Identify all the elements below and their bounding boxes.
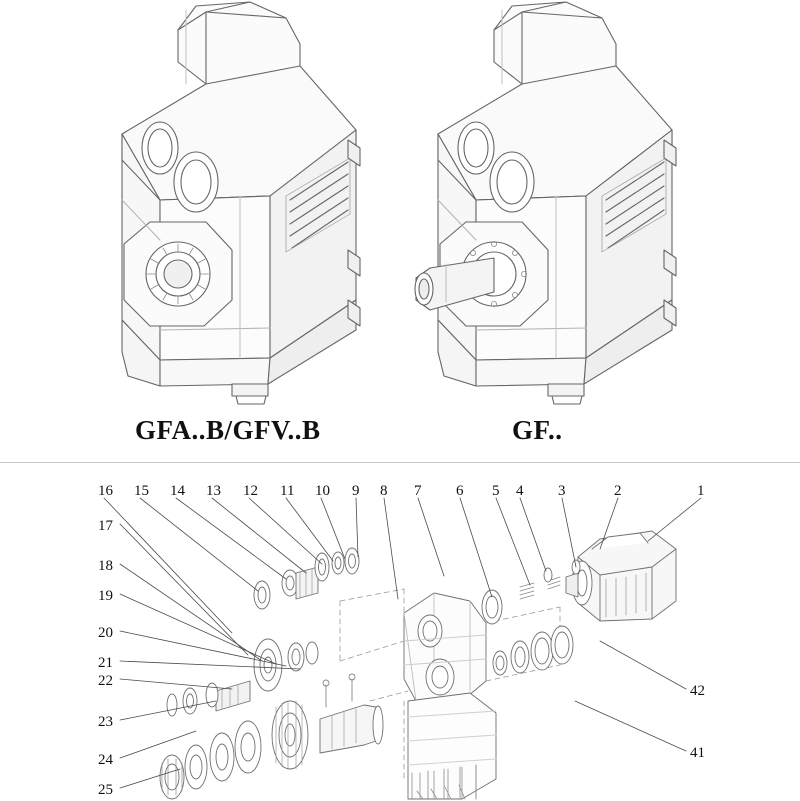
callout-top-9: 9 — [352, 483, 360, 499]
callout-left-17: 17 — [98, 518, 113, 534]
callout-right-42: 42 — [690, 683, 705, 699]
exploded-housing — [340, 589, 560, 799]
exploded-view-svg — [0, 463, 800, 801]
callout-left-20: 20 — [98, 625, 113, 641]
callout-top-11: 11 — [280, 483, 295, 499]
exploded-rings-right — [482, 560, 580, 675]
callout-top-8: 8 — [380, 483, 388, 499]
callout-top-14: 14 — [170, 483, 185, 499]
gearbox-left-view — [122, 2, 360, 404]
callout-left-23: 23 — [98, 714, 113, 730]
callout-left-18: 18 — [98, 558, 113, 574]
callout-top-13: 13 — [206, 483, 221, 499]
callout-right-41: 41 — [690, 745, 705, 761]
callout-left-22: 22 — [98, 673, 113, 689]
callout-top-6: 6 — [456, 483, 464, 499]
callout-left-19: 19 — [98, 588, 113, 604]
callout-top-16: 16 — [98, 483, 113, 499]
callout-top-5: 5 — [492, 483, 500, 499]
exploded-view-panel — [0, 462, 800, 801]
callout-top-15: 15 — [134, 483, 149, 499]
callout-left-25: 25 — [98, 782, 113, 798]
callout-top-2: 2 — [614, 483, 622, 499]
exploded-upper-shaft — [254, 548, 359, 609]
callout-top-10: 10 — [315, 483, 330, 499]
exploded-motor-block — [566, 531, 676, 621]
callout-left-24: 24 — [98, 752, 113, 768]
gearbox-right-view — [415, 2, 676, 404]
callout-top-4: 4 — [516, 483, 524, 499]
callout-top-3: 3 — [558, 483, 566, 499]
callout-top-1: 1 — [697, 483, 705, 499]
callout-left-21: 21 — [98, 655, 113, 671]
caption-gf: GF.. — [512, 415, 563, 445]
caption-gfa-b-gfv-b: GFA..B/GFV..B — [135, 415, 321, 445]
callout-top-7: 7 — [414, 483, 422, 499]
callout-top-12: 12 — [243, 483, 258, 499]
